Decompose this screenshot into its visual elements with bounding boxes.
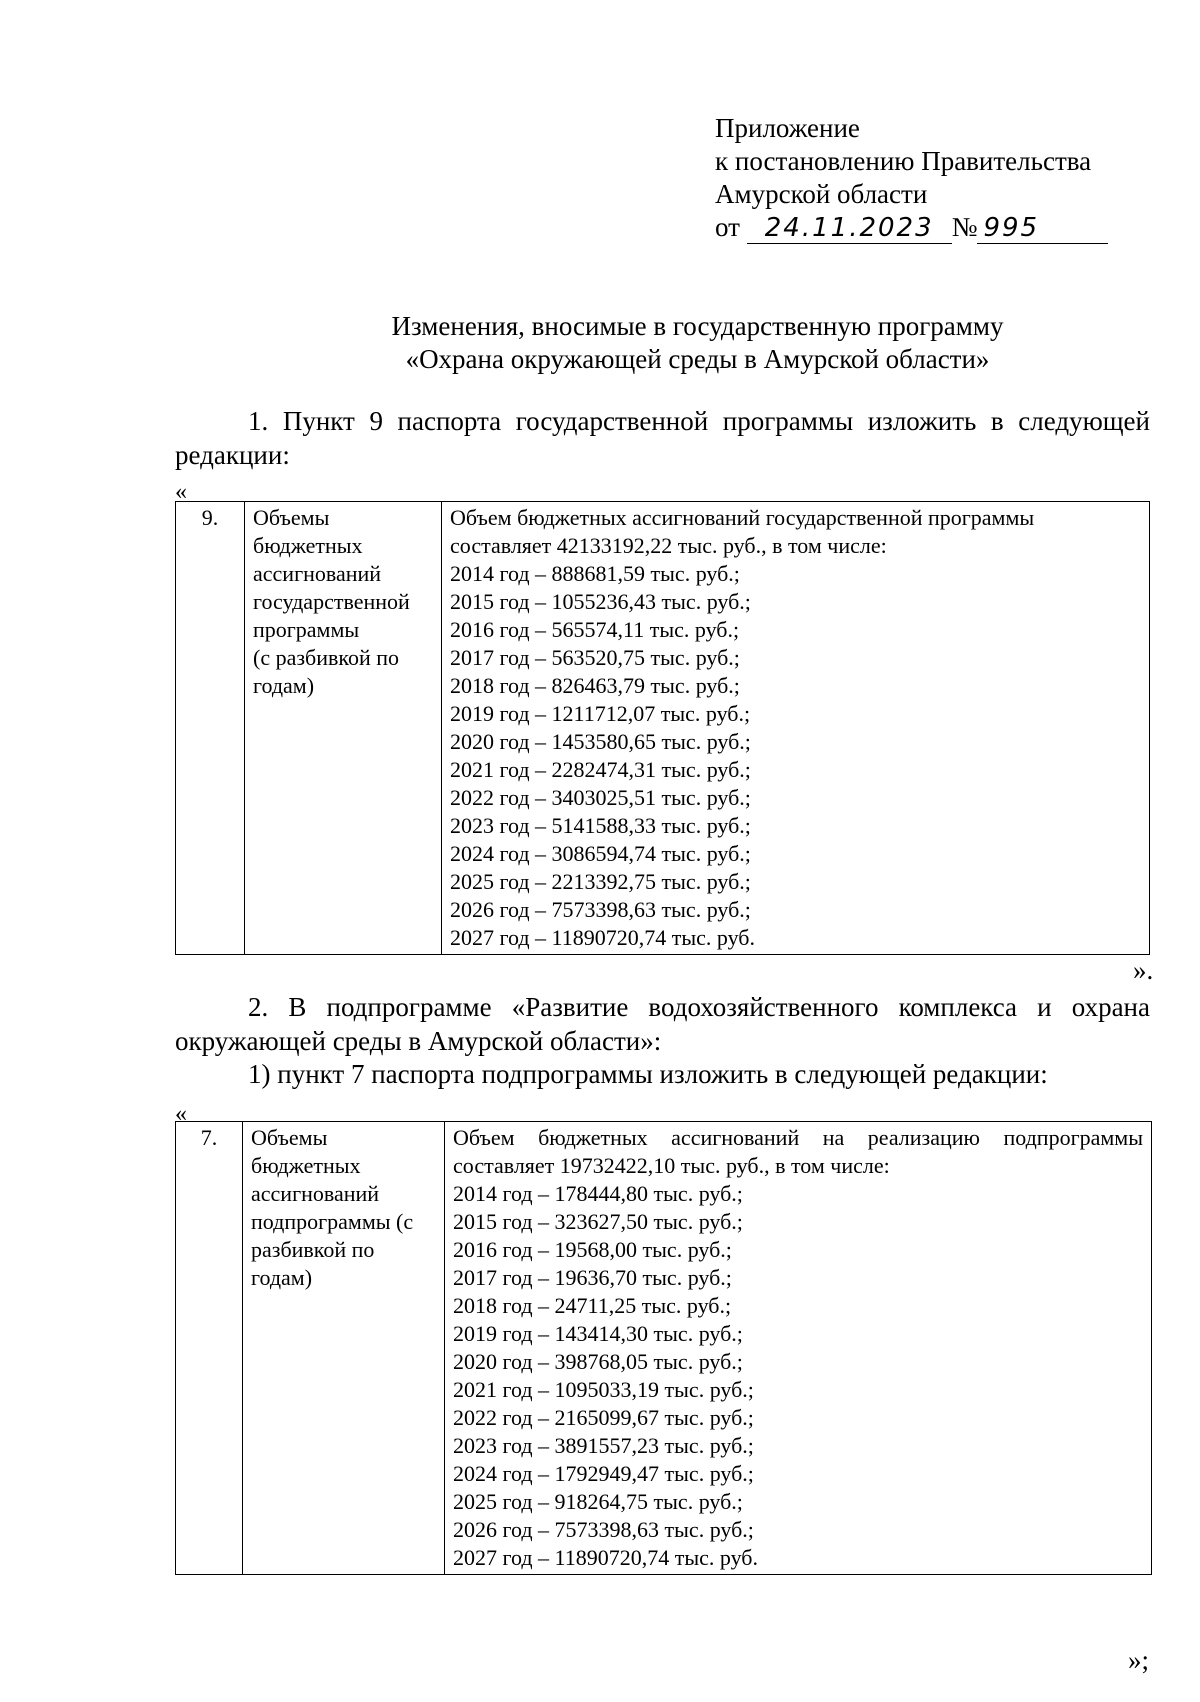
budget-line: Объем бюджетных ассигнований государственной программы <box>450 505 1035 530</box>
document-title <box>175 310 1200 376</box>
budget-line: 2023 год – 5141588,33 тыс. руб.; <box>450 813 751 838</box>
label-line: государственной <box>253 589 410 614</box>
label-line: (с разбивкой по <box>253 645 400 670</box>
budget-line: 2026 год – 7573398,63 тыс. руб.; <box>450 897 751 922</box>
paragraph-2: 2. В подпрограмме «Развитие водохозяйственного комплекса и охрана окружающей среды в Амурской области»: <box>175 992 1150 1056</box>
item-label-lines <box>253 504 433 700</box>
label-line: ассигнований <box>253 561 382 586</box>
closing-quote-1: ». <box>1133 955 1154 985</box>
budget-line: 2014 год – 178444,80 тыс. руб.; <box>453 1181 743 1206</box>
budget-line: 2027 год – 11890720,74 тыс. руб. <box>453 1545 758 1570</box>
table-row <box>176 1122 1152 1575</box>
item-number-cell: 9. <box>176 502 245 955</box>
budget-line: 2021 год – 1095033,19 тыс. руб.; <box>453 1377 754 1402</box>
budget-line: 2025 год – 918264,75 тыс. руб.; <box>453 1489 743 1514</box>
item-content-lines <box>453 1124 1143 1572</box>
appendix-block <box>715 112 1108 244</box>
budget-line: 2018 год – 826463,79 тыс. руб.; <box>450 673 740 698</box>
opening-quote-1: « <box>175 479 187 505</box>
label-line: бюджетных <box>253 533 363 558</box>
budget-line: составляет 19732422,10 тыс. руб., в том числе: <box>453 1153 890 1178</box>
appendix-region: Амурской области <box>715 179 928 209</box>
label-line: программы <box>253 617 360 642</box>
handwritten-date: 24.11.2023 <box>764 213 934 243</box>
title-line-1: Изменения, вносимые в государственную программу <box>391 311 1004 341</box>
budget-line: 2019 год – 1211712,07 тыс. руб.; <box>450 701 751 726</box>
paragraph-1: 1. Пункт 9 паспорта государственной программы изложить в следующей редакции: <box>175 406 1150 470</box>
budget-line: 2026 год – 7573398,63 тыс. руб.; <box>453 1517 754 1542</box>
budget-line: 2015 год – 1055236,43 тыс. руб.; <box>450 589 751 614</box>
budget-line: 2017 год – 19636,70 тыс. руб.; <box>453 1265 732 1290</box>
appendix-date-number <box>715 211 1108 244</box>
appendix-resolution: к постановлению Правительства <box>715 146 1092 176</box>
budget-line: 2019 год – 143414,30 тыс. руб.; <box>453 1321 743 1346</box>
budget-line: 2023 год – 3891557,23 тыс. руб.; <box>453 1433 754 1458</box>
budget-line: 2016 год – 565574,11 тыс. руб.; <box>450 617 740 642</box>
date-field <box>747 212 952 244</box>
from-label: от <box>715 212 740 242</box>
budget-line: 2015 год – 323627,50 тыс. руб.; <box>453 1209 743 1234</box>
appendix-title: Приложение <box>715 113 860 143</box>
label-line: разбивкой по <box>251 1237 375 1262</box>
label-line: Объемы <box>253 505 330 530</box>
passport-table-2 <box>175 1121 1152 1575</box>
budget-line: 2024 год – 3086594,74 тыс. руб.; <box>450 841 751 866</box>
item-content-cell <box>442 502 1150 955</box>
budget-line: 2017 год – 563520,75 тыс. руб.; <box>450 645 740 670</box>
item-label-cell <box>243 1122 445 1575</box>
table-row <box>176 502 1150 955</box>
item-label-lines <box>251 1124 436 1292</box>
handwritten-number: 995 <box>983 213 1040 243</box>
budget-line: 2018 год – 24711,25 тыс. руб.; <box>453 1293 732 1318</box>
number-field <box>977 212 1108 244</box>
budget-line: Объем бюджетных ассигнований на реализацию подпрограммы <box>453 1125 1143 1150</box>
paragraph-3: 1) пункт 7 паспорта подпрограммы изложить в следующей редакции: <box>248 1059 1048 1089</box>
item-label-cell <box>245 502 442 955</box>
label-line: Объемы <box>251 1125 328 1150</box>
budget-line: 2025 год – 2213392,75 тыс. руб.; <box>450 869 751 894</box>
opening-quote-2: « <box>175 1101 187 1127</box>
item-content-cell <box>445 1122 1152 1575</box>
closing-quote-2: »; <box>1128 1645 1150 1675</box>
label-line: бюджетных <box>251 1153 361 1178</box>
budget-line: 2022 год – 3403025,51 тыс. руб.; <box>450 785 751 810</box>
budget-line: 2016 год – 19568,00 тыс. руб.; <box>453 1237 732 1262</box>
budget-line: 2024 год – 1792949,47 тыс. руб.; <box>453 1461 754 1486</box>
budget-line: 2027 год – 11890720,74 тыс. руб. <box>450 925 755 950</box>
budget-line: 2020 год – 398768,05 тыс. руб.; <box>453 1349 743 1374</box>
label-line: ассигнований <box>251 1181 380 1206</box>
label-line: годам) <box>251 1265 313 1290</box>
label-line: годам) <box>253 673 315 698</box>
budget-line: 2021 год – 2282474,31 тыс. руб.; <box>450 757 751 782</box>
item-content-lines <box>450 504 1141 952</box>
budget-line: 2014 год – 888681,59 тыс. руб.; <box>450 561 740 586</box>
budget-line: 2022 год – 2165099,67 тыс. руб.; <box>453 1405 754 1430</box>
budget-line: составляет 42133192,22 тыс. руб., в том числе: <box>450 533 887 558</box>
title-line-2: «Охрана окружающей среды в Амурской области» <box>405 344 990 374</box>
label-line: подпрограммы (с <box>251 1209 414 1234</box>
budget-line: 2020 год – 1453580,65 тыс. руб.; <box>450 729 751 754</box>
passport-table-1 <box>175 501 1150 955</box>
number-label: № <box>951 212 978 242</box>
item-number-cell: 7. <box>176 1122 243 1575</box>
